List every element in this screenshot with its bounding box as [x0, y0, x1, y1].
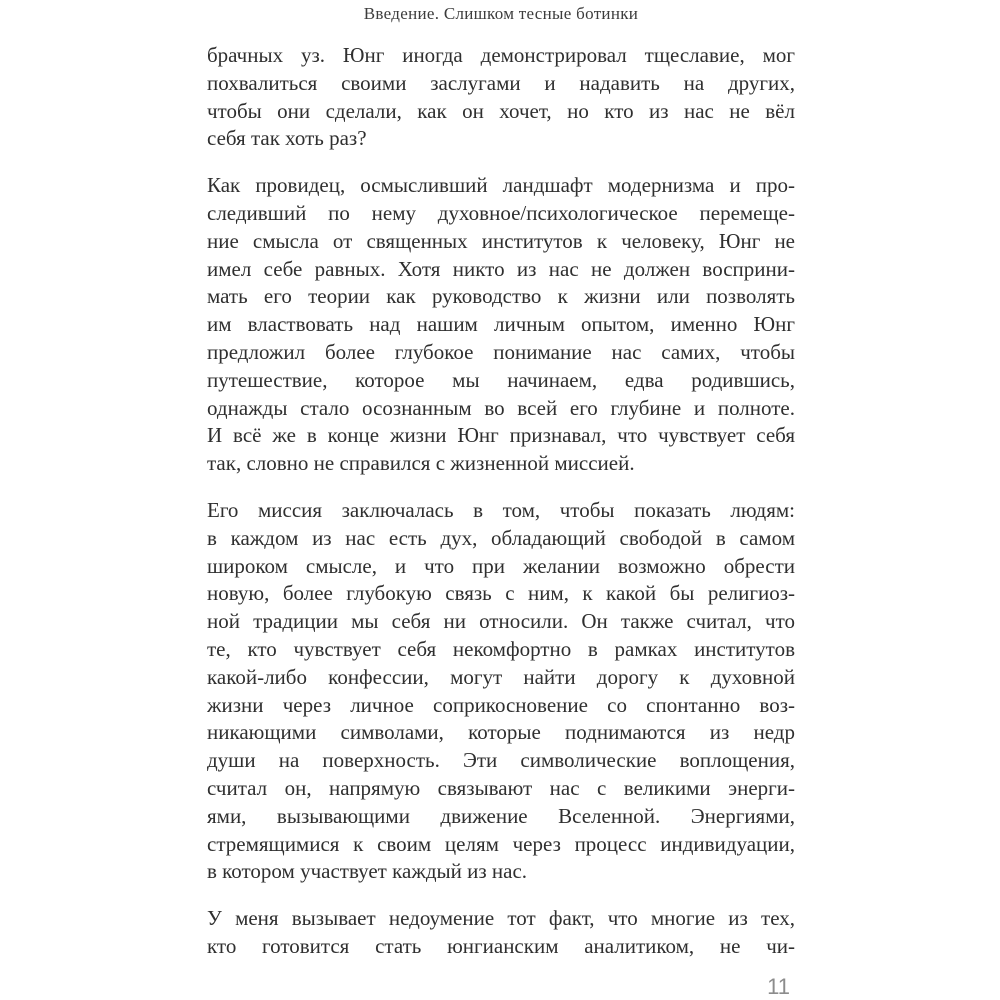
text-line: новую, более глубокую связь с ним, к какой бы религиоз-	[207, 581, 795, 606]
page-body	[207, 42, 795, 961]
text-line: мать его теории как руководство к жизни или позволять	[207, 284, 795, 309]
text-line: предложил более глубокое понимание нас самих, чтобы	[207, 339, 795, 364]
page-number: 11	[767, 974, 790, 999]
text-line: брачных уз. Юнг иногда демонстрировал тщеславие, мог	[207, 43, 795, 67]
text-line: И всё же в конце жизни Юнг признавал, что чувствует себя	[207, 423, 795, 448]
text-line: в каждом из нас есть дух, обладающий свободой в самом	[207, 525, 795, 550]
text-line: имел себе равных. Хотя никто из нас не должен восприни-	[207, 256, 795, 281]
text-line: ями, вызывающими движение Вселенной. Энергиями,	[207, 803, 795, 828]
text-line: жизни через личное соприкосновение со спонтанно воз-	[207, 692, 795, 717]
paragraph-2	[207, 172, 795, 478]
text-line: им властвовать над нашим личным опытом, именно Юнг	[207, 312, 795, 337]
running-header: Введение. Слишком тесные ботинки	[363, 4, 639, 23]
text-line: себя так хоть раз?	[207, 126, 367, 151]
paragraph-4	[207, 905, 795, 961]
text-line: считал он, напрямую связывают нас с великими энерги-	[207, 775, 795, 800]
text-line: так, словно не справился с жизненной миссией.	[207, 451, 635, 476]
text-line: Его миссия заключалась в том, чтобы показать людям:	[207, 497, 795, 522]
text-line: однажды стало осознанным во всей его глубине и полноте.	[207, 395, 795, 420]
text-line: широком смысле, и что при желании возможно обрести	[207, 553, 795, 578]
text-line: те, кто чувствует себя некомфортно в рамках институтов	[207, 636, 795, 661]
text-line: похвалиться своими заслугами и надавить на других,	[207, 70, 795, 95]
text-line: души на поверхность. Эти символические воплощения,	[207, 748, 795, 773]
text-line: путешествие, которое мы начинаем, едва родившись,	[207, 367, 795, 392]
text-line: никающими символами, которые поднимаются из недр	[207, 720, 795, 745]
paragraph-3	[207, 497, 795, 886]
text-line: ние смысла от священных институтов к человеку, Юнг не	[207, 228, 795, 253]
text-line: У меня вызывает недоумение тот факт, что многие из тех,	[207, 906, 795, 931]
text-line: какой-либо конфессии, могут найти дорогу к духовной	[207, 664, 795, 689]
paragraph-1	[207, 42, 795, 153]
text-line: следивший по нему духовное/психологическое перемеще-	[207, 200, 795, 225]
text-line: ной традиции мы себя ни относили. Он также считал, что	[207, 609, 795, 634]
text-line: стремящимися к своим целям через процесс индивидуации,	[207, 831, 795, 856]
text-line: в котором участвует каждый из нас.	[207, 859, 528, 884]
text-line: чтобы они сделали, как он хочет, но кто из нас не вёл	[207, 98, 795, 123]
text-line: Как провидец, осмысливший ландшафт модернизма и про-	[207, 173, 795, 198]
text-line: кто готовится стать юнгианским аналитиком, не чи-	[207, 933, 795, 958]
